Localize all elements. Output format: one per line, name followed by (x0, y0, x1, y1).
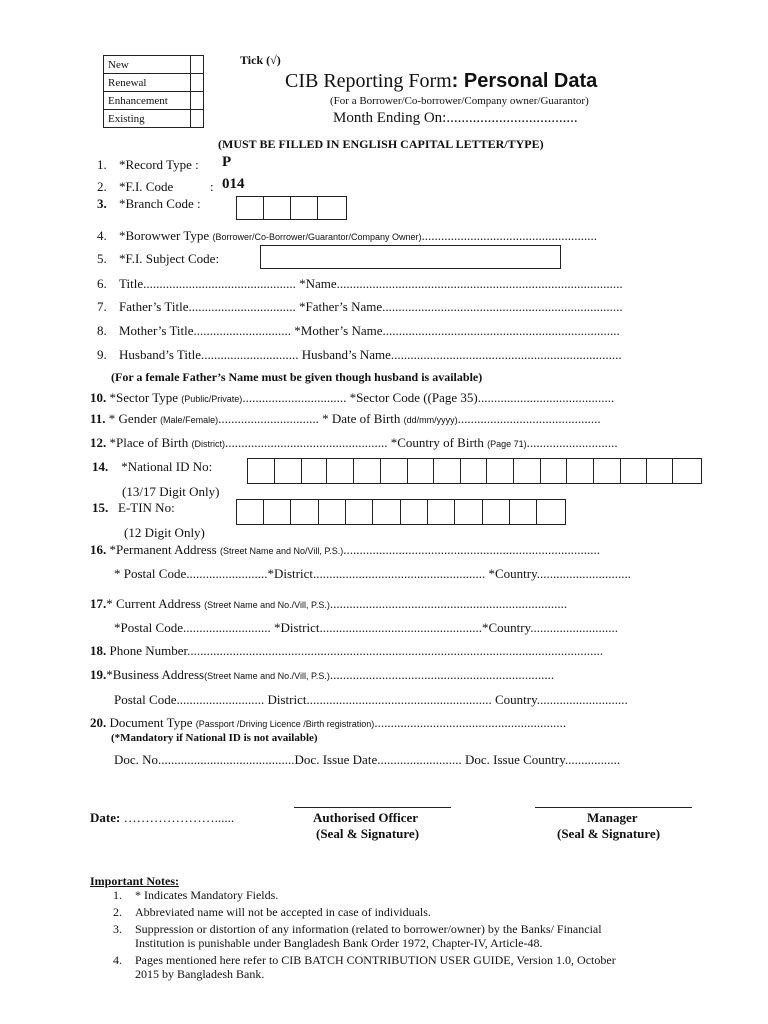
national-id-label: *National ID No: (121, 459, 213, 474)
status-option-label: New (104, 56, 191, 74)
permanent-country-field[interactable]: *Country............................. (488, 566, 632, 581)
manager-sub-label: (Seal & Signature) (557, 826, 661, 841)
phone-field[interactable]: Phone Number................................................................................................................................ (109, 643, 604, 658)
sector-type-label: *Sector Type (109, 390, 179, 405)
business-postal-field[interactable]: Postal Code........................... (114, 692, 265, 707)
gender-dots[interactable]: ............................... (218, 411, 319, 426)
permanent-address-label: *Permanent Address (109, 542, 217, 557)
document-type-dots[interactable]: ........................................................... (374, 715, 567, 730)
record-type-row (97, 157, 199, 173)
business-district-field[interactable]: District......................................................... (267, 692, 492, 707)
record-type-value[interactable]: P (222, 154, 232, 170)
title-row[interactable] (97, 276, 623, 292)
officer-label: Authorised Officer (313, 810, 419, 825)
form-title (285, 70, 597, 93)
etin-label: E-TIN No: (118, 500, 175, 515)
current-address-label: * Current Address (106, 596, 201, 611)
business-address-row[interactable] (90, 667, 554, 683)
status-table (103, 55, 204, 128)
national-id-row (92, 459, 212, 475)
manager-signature-line (535, 807, 692, 808)
document-mandatory-note: (*Mandatory if National ID is not available) (111, 732, 318, 744)
borrower-type-row[interactable] (97, 228, 597, 244)
permanent-postal-row[interactable] (114, 566, 631, 582)
branch-code-label: *Branch Code : (119, 196, 201, 211)
business-address-hint: (Street Name and No./Vill, P.S.) (204, 671, 330, 681)
etin-note: (12 Digit Only) (124, 525, 205, 540)
sector-code-dots[interactable]: .......................................... (477, 390, 615, 405)
field-number: 19. (90, 667, 107, 682)
note-item: 2. Abbreviated name will not be accepted in case of individuals. (113, 905, 431, 919)
officer-signature-line (294, 807, 451, 808)
current-district-field[interactable]: *District.................................................. (273, 620, 482, 635)
father-title-field[interactable]: Father’s Title................................. (119, 299, 296, 314)
birthplace-row[interactable] (90, 435, 618, 451)
permanent-address-dots[interactable]: ............................................................................... (343, 542, 600, 557)
husband-title-field[interactable]: Husband’s Title.............................. (119, 347, 299, 362)
title-serif: CIB Reporting Form (285, 70, 452, 92)
country-of-birth-dots[interactable]: ............................ (526, 435, 618, 450)
title-field[interactable]: Title............................................... (119, 276, 296, 291)
doc-details-row[interactable] (114, 752, 620, 768)
field-number: 6. (97, 276, 107, 291)
country-of-birth-hint: (Page 71) (487, 439, 527, 449)
date-row[interactable] (90, 810, 234, 826)
doc-issue-country-field[interactable]: Doc. Issue Country................. (464, 752, 621, 767)
note-item: 3. Suppression or distortion of any information (related to borrower/owner) by the Banks/ Financial Institution is punishable under Bangladesh Bank Order 1972, Chapter-IV, Article-48. (113, 922, 602, 950)
phone-row[interactable] (90, 643, 603, 659)
dob-hint: (dd/mm/yyyy) (403, 415, 458, 425)
field-number: 16. (90, 542, 107, 557)
status-option-label: Renewal (104, 74, 191, 92)
gender-hint: (Male/Female) (160, 415, 219, 425)
subject-code-input[interactable] (260, 245, 561, 269)
gender-row[interactable] (90, 411, 601, 427)
title-sans: : Personal Data (451, 70, 598, 92)
field-number: 7. (97, 299, 107, 314)
etin-boxes[interactable] (236, 499, 566, 525)
form-subtitle: (For a Borrower/Co-borrower/Company owner/Guarantor) (330, 95, 589, 107)
doc-no-field[interactable]: Doc. No.......................................... (114, 752, 295, 767)
subject-code-row (97, 251, 219, 267)
field-number: 10. (90, 390, 107, 405)
borrower-type-hint: (Borrower/Co-Borrower/Guarantor/Company Owner) (212, 232, 422, 242)
fi-code-colon: : (210, 179, 214, 194)
current-address-row[interactable] (90, 596, 567, 612)
field-number: 20. (90, 715, 107, 730)
sector-code-label: *Sector Code ((Page 35) (349, 390, 478, 405)
etin-row (92, 500, 175, 516)
dob-label: * Date of Birth (322, 411, 401, 426)
branch-code-row (97, 196, 201, 212)
tick-label: Tick (√) (240, 53, 281, 67)
dob-dots[interactable]: ............................................ (457, 411, 601, 426)
field-number: 3. (97, 196, 107, 211)
field-number: 2. (97, 179, 107, 194)
husband-name-field[interactable]: Husband’s Name....................................................................... (301, 347, 622, 362)
fi-code-value[interactable]: 014 (222, 176, 245, 192)
national-id-note: (13/17 Digit Only) (122, 484, 220, 499)
field-number: 11. (90, 411, 106, 426)
business-address-label: *Business Address (106, 667, 205, 682)
subject-code-label: *F.I. Subject Code: (119, 251, 220, 266)
field-number: 5. (97, 251, 107, 266)
place-of-birth-label: *Place of Birth (109, 435, 189, 450)
status-tick-existing[interactable] (191, 110, 204, 128)
fi-code-label: *F.I. Code (119, 179, 174, 194)
manager-label: Manager (587, 810, 638, 825)
husband-row[interactable] (97, 347, 622, 363)
note-item: 4. Pages mentioned here refer to CIB BATCH CONTRIBUTION USER GUIDE, Version 1.0, October 2015 by Bangladesh Bank. (113, 953, 616, 981)
sector-type-dots[interactable]: ................................ (242, 390, 347, 405)
borrower-type-label: *Borowwer Type (119, 228, 210, 243)
permanent-address-hint: (Street Name and No/Vill, P.S.) (219, 546, 344, 556)
current-postal-field[interactable]: *Postal Code........................... (114, 620, 271, 635)
permanent-district-field[interactable]: *District..................................................... (267, 566, 486, 581)
status-tick-new[interactable] (191, 56, 204, 74)
document-type-row[interactable] (90, 715, 566, 731)
country-of-birth-label: *Country of Birth (390, 435, 484, 450)
month-ending[interactable]: Month Ending On:................................... (333, 110, 578, 126)
notes-heading: Important Notes: (90, 874, 179, 888)
father-name-field[interactable]: *Father’s Name.......................................................................... (298, 299, 623, 314)
branch-code-boxes[interactable] (236, 196, 347, 220)
mother-name-field[interactable]: *Mother’s Name......................................................................... (294, 323, 620, 338)
fi-code-row (97, 179, 173, 195)
current-postal-row[interactable] (114, 620, 618, 636)
field-number: 14. (92, 459, 109, 474)
current-address-dots[interactable]: ......................................................................... (329, 596, 568, 611)
field-number: 15. (92, 500, 109, 515)
borrower-type-dots: ...................................................... (421, 228, 598, 243)
officer-sub-label: (Seal & Signature) (316, 826, 420, 841)
female-note: (For a female Father’s Name must be given though husband is available) (111, 370, 483, 384)
document-type-label: Document Type (109, 715, 193, 730)
date-field[interactable]: …………………...... (123, 810, 235, 825)
field-number: 12. (90, 435, 107, 450)
name-field[interactable]: *Name........................................................................................ (299, 276, 623, 291)
note-item: 1. * Indicates Mandatory Fields. (113, 888, 279, 902)
permanent-address-row[interactable] (90, 542, 600, 558)
business-country-field[interactable]: Country............................ (494, 692, 628, 707)
place-of-birth-dots[interactable]: .................................................. (224, 435, 388, 450)
field-number: 8. (97, 323, 107, 338)
field-number: 4. (97, 228, 107, 243)
field-number: 1. (97, 157, 107, 172)
mother-row[interactable] (97, 323, 620, 339)
gender-label: * Gender (108, 411, 157, 426)
sector-type-hint: (Public/Private) (181, 394, 243, 404)
doc-issue-date-field[interactable]: Doc. Issue Date.......................... (294, 752, 462, 767)
field-number: 17. (90, 596, 107, 611)
instruction: (MUST BE FILLED IN ENGLISH CAPITAL LETTER/TYPE) (218, 137, 544, 151)
business-postal-row[interactable] (114, 692, 628, 708)
place-of-birth-hint: (District) (191, 439, 225, 449)
field-number: 18. (90, 643, 107, 658)
notes-list (113, 888, 616, 981)
field-number: 9. (97, 347, 107, 362)
status-option-label: Existing (104, 110, 191, 128)
business-address-dots[interactable]: ..................................................................... (329, 667, 555, 682)
status-tick-enhancement[interactable] (191, 92, 204, 110)
document-type-hint: (Passport /Driving Licence /Birth registration) (195, 719, 375, 729)
father-row[interactable] (97, 299, 623, 315)
current-country-field[interactable]: *Country........................... (481, 620, 619, 635)
current-address-hint: (Street Name and No./Vill, P.S.) (204, 600, 330, 610)
national-id-boxes[interactable] (247, 458, 702, 484)
sector-row[interactable] (90, 390, 614, 406)
permanent-postal-field[interactable]: * Postal Code......................... (114, 566, 268, 581)
status-tick-renewal[interactable] (191, 74, 204, 92)
record-type-label: *Record Type : (119, 157, 199, 172)
mother-title-field[interactable]: Mother’s Title.............................. (119, 323, 292, 338)
date-label: Date: (90, 810, 121, 825)
status-option-label: Enhancement (104, 92, 191, 110)
